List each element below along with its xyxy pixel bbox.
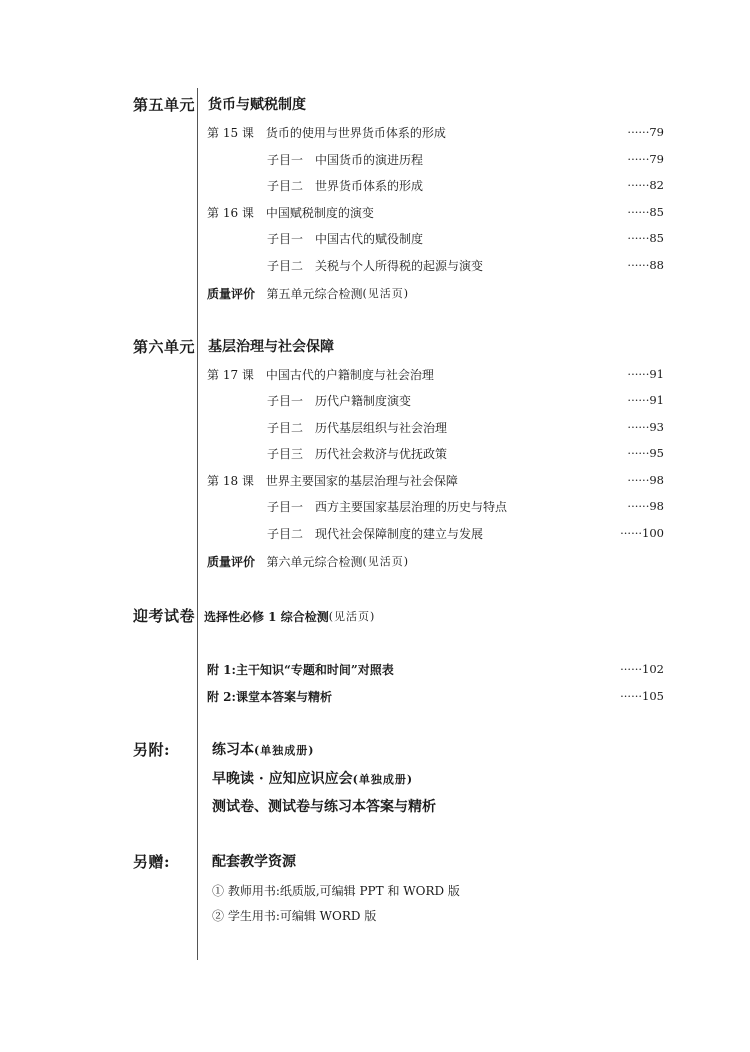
page-number: ······79 (627, 125, 664, 139)
eval-label: 质量评价 (207, 554, 256, 569)
toc-row[interactable] (207, 149, 664, 169)
page-number: ······91 (627, 393, 664, 407)
subtopic-title: 子目一 西方主要国家基层治理的历史与特点 (267, 499, 508, 514)
subtopic-title: 子目二 现代社会保障制度的建立与发展 (267, 526, 484, 541)
exam-row (204, 606, 664, 626)
toc-row[interactable] (207, 417, 664, 437)
quality-eval-row (207, 551, 664, 571)
appendix-title: 附 2:课堂本答案与精析 (207, 689, 332, 704)
toc-row[interactable] (207, 443, 664, 463)
eval-note: (见活页) (362, 287, 410, 300)
subtopic-title: 子目一 历代户籍制度演变 (267, 393, 412, 408)
gift-label: 另赠: (133, 853, 171, 871)
exam-label: 迎考试卷 (133, 607, 196, 625)
subtopic-title: 子目二 世界货币体系的形成 (267, 178, 424, 193)
page-number: ······95 (627, 446, 664, 460)
page-number: ······102 (620, 662, 664, 676)
attached-item-text: 测试卷、测试卷与练习本答案与精析 (212, 799, 436, 815)
subtopic-title: 子目二 关税与个人所得税的起源与演变 (267, 258, 484, 273)
unit5-title: 货币与赋税制度 (208, 97, 306, 113)
lesson-title: 第 17 课 中国古代的户籍制度与社会治理 (207, 367, 434, 382)
attached-item (212, 797, 436, 818)
toc-row[interactable] (207, 364, 664, 384)
lesson-title: 第 18 课 世界主要国家的基层治理与社会保障 (207, 473, 458, 488)
toc-row[interactable] (207, 255, 664, 275)
subtopic-title: 子目一 中国货币的演进历程 (267, 152, 424, 167)
resource-item: ① 教师用书:纸质版,可编辑 PPT 和 WORD 版 (212, 884, 460, 898)
subtopic-title: 子目三 历代社会救济与优抚政策 (267, 446, 448, 461)
page-number: ······88 (627, 258, 664, 272)
toc-row[interactable] (207, 523, 664, 543)
toc-row[interactable] (207, 470, 664, 490)
eval-text: 第六单元综合检测 (266, 554, 363, 569)
toc-row[interactable] (207, 659, 664, 679)
exam-text: 选择性必修 1 综合检测 (204, 609, 329, 624)
quality-eval-row (207, 283, 664, 303)
attached-item-text: 练习本 (212, 742, 254, 758)
page-number: ······91 (627, 367, 664, 381)
gift-title: 配套教学资源 (212, 854, 296, 870)
attached-label: 另附: (133, 741, 171, 759)
eval-label: 质量评价 (207, 286, 256, 301)
page-number: ······98 (627, 473, 664, 487)
lesson-title: 第 16 课 中国赋税制度的演变 (207, 205, 374, 220)
toc-row[interactable] (207, 228, 664, 248)
page-number: ······98 (627, 499, 664, 513)
page-number: ······85 (627, 231, 664, 245)
resource-item: ② 学生用书:可编辑 WORD 版 (212, 909, 377, 923)
page-number: ······85 (627, 205, 664, 219)
lesson-title: 第 15 课 货币的使用与世界货币体系的形成 (207, 125, 446, 140)
toc-row[interactable] (207, 686, 664, 706)
toc-row[interactable] (207, 390, 664, 410)
subtopic-title: 子目二 历代基层组织与社会治理 (267, 420, 448, 435)
subtopic-title: 子目一 中国古代的赋役制度 (267, 231, 424, 246)
toc-row[interactable] (207, 122, 664, 142)
attached-item (212, 769, 413, 790)
page-number: ······82 (627, 178, 664, 192)
vertical-divider (197, 88, 198, 960)
eval-note: (见活页) (362, 555, 410, 568)
exam-note: (见活页) (328, 610, 376, 623)
attached-item-text: 早晚读 · 应知应识应会 (212, 771, 353, 787)
page-number: ······105 (620, 689, 664, 703)
page-number: ······93 (627, 420, 664, 434)
unit5-label: 第五单元 (133, 96, 196, 114)
attached-item-note: (单独成册) (352, 773, 414, 786)
attached-item-note: (单独成册) (254, 744, 315, 757)
page-number: ······79 (627, 152, 664, 166)
toc-row[interactable] (207, 202, 664, 222)
eval-text: 第五单元综合检测 (266, 286, 363, 301)
attached-item (212, 740, 314, 761)
toc-row[interactable] (207, 496, 664, 516)
unit6-label: 第六单元 (133, 338, 196, 356)
unit6-title: 基层治理与社会保障 (208, 339, 334, 355)
appendix-title: 附 1:主干知识“专题和时间”对照表 (207, 662, 394, 677)
toc-row[interactable] (207, 175, 664, 195)
page-number: ······100 (620, 526, 664, 540)
